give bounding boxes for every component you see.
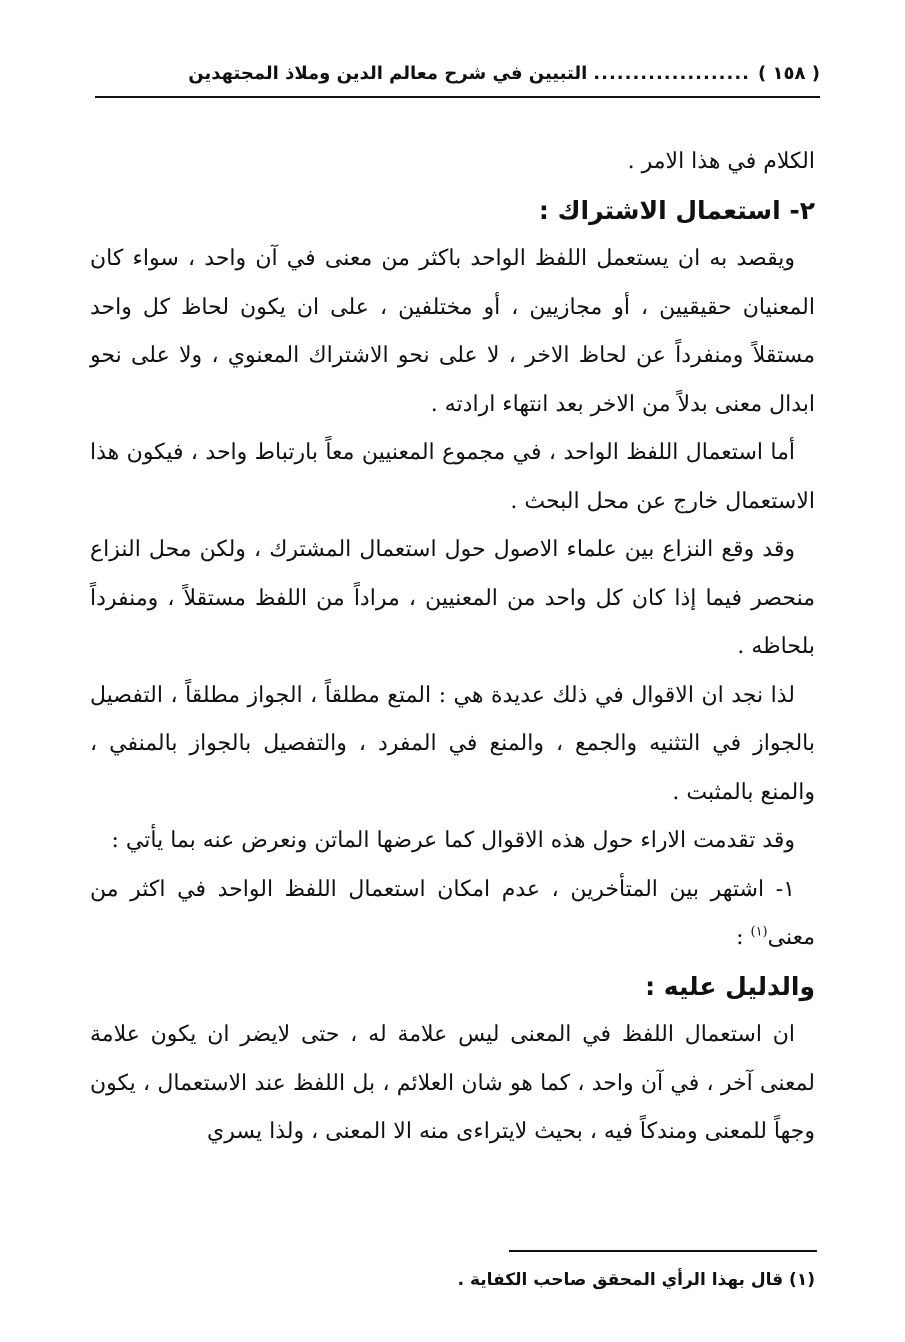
- header-rule: [95, 96, 820, 98]
- paragraph-combined-use: أما استعمال اللفظ الواحد ، في مجموع المعنيين معاً بارتباط واحد ، فيكون هذا الاستعمال خارج عن محل البحث .: [90, 440, 815, 514]
- paragraph-definition: ويقصد به ان يستعمل اللفظ الواحد باكثر من معنى في آن واحد ، سواء كان المعنيان حقيقيين ، أو مجازيين ، أو مختلفين ، على ان يكون لحاظ كل واحد مستقلاً ومنفرداً عن لحاظ الاخر ، لا على نحو الاشتراك المعنوي ، ولا على نحو ابدال معنى بدلاً من الاخر بعد انتهاء ارادته .: [90, 246, 815, 417]
- header-leader-dots: ....................: [593, 62, 751, 84]
- paragraph-opinions: لذا نجد ان الاقوال في ذلك عديدة هي : المتع مطلقاً ، الجواز مطلقاً ، التفصيل بالجواز في التثنيه والجمع ، والمنع في المفرد ، والتفصيل بالجواز بالمنفي ، والمنع بالمثبت .: [90, 682, 815, 805]
- footnote-rule: [509, 1250, 817, 1252]
- footnote-marker[interactable]: (١): [750, 924, 768, 940]
- first-view-end: :: [736, 925, 751, 950]
- paragraph-continuation: الكلام في هذا الامر .: [627, 149, 815, 174]
- main-text: [90, 138, 815, 1157]
- paragraph-evidence: ان استعمال اللفظ في المعنى ليس علامة له ، حتى لايضر ان يكون علامة لمعنى آخر ، في آن واحد ، كما هو شان العلائم ، بل اللفظ عند الاستعمال ، يكون وجهاً للمعنى ومندكاً فيه ، بحيث لايتراءى منه الا المعنى ، ولذا يسري: [90, 1022, 815, 1144]
- section-heading-evidence: والدليل عليه :: [645, 971, 815, 1001]
- page-number: ( ١٥٨ ): [758, 62, 820, 84]
- paragraph-first-view: [90, 866, 815, 963]
- paragraph-views-intro: وقد تقدمت الاراء حول هذه الاقوال كما عرضها الماتن ونعرض عنه بما يأتي :: [111, 828, 795, 853]
- running-header: [95, 55, 820, 91]
- first-view-text: ١- اشتهر بين المتأخرين ، عدم امكان استعمال اللفظ الواحد في اكثر من معنى: [90, 876, 815, 950]
- book-title: التبيين في شرح معالم الدين وملاذ المجتهدين: [188, 62, 588, 84]
- section-heading-ishtirak: ٢- استعمال الاشتراك :: [538, 195, 815, 225]
- paragraph-dispute: وقد وقع النزاع بين علماء الاصول حول استعمال المشترك ، ولكن محل النزاع منحصر فيما إذا كان كل واحد من المعنيين ، مراداً من اللفظ مستقلاً ، ومنفرداً بلحاظه .: [90, 537, 815, 659]
- footnote: (١) قال بهذا الرأي المحقق صاحب الكفاية .: [457, 1270, 815, 1290]
